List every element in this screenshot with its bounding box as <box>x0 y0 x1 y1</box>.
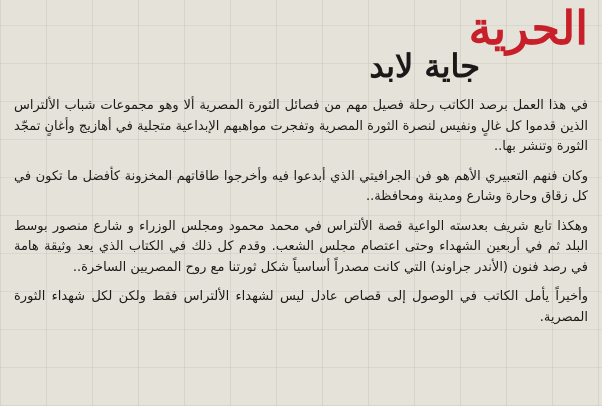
header <box>258 1 588 92</box>
paragraph-4: وأخيراً يأمل الكاتب في الوصول إلى قصاص عادل ليس لشهداء الألتراس فقط ولكن لكل شهداء الثورة المصرية. <box>14 289 588 325</box>
paragraph-2: وكان فنهم التعبيري الأهم هو فن الجرافيتي الذي أبدعوا فيه وأخرجوا طاقاتهم المخزونة كأفضل ما تكون في كل زقاق وحارة وشارع ومدينة ومحافظة.. <box>14 168 588 204</box>
paragraph-1: في هذا العمل برصد الكاتب رحلة فصيل مهم من فصائل الثورة المصرية ألا وهو مجموعات شباب الألتراس الذين قدموا كل غالٍ ونفيس لنصرة الثورة المصرية وتفجرت مواهبهم الإبداعية متجلية في أهازيج وأغانٍ تمجّد الثورة وتنشر بها.. <box>14 98 588 154</box>
paragraph-3: وهكذا تابع شريف بعدسته الواعية قصة الألتراس في محمد محمود ومجلس الوزراء و شارع منصور بوسط البلد ثم في أربعين الشهداء وحتى اعتصام مجلس الشعب. وقدم كل ذلك في الكتاب الذي يعد وثيقة هامة في رصد فنون (الأندر جراوند) التي كانت مصدراً أساسياً شكل ثورتنا مع روح المصريين الساخرة.. <box>14 218 588 275</box>
article-body <box>14 96 588 337</box>
headline-title: الحرية <box>468 1 588 55</box>
headline-subtitle: جاية لابد <box>369 47 480 85</box>
